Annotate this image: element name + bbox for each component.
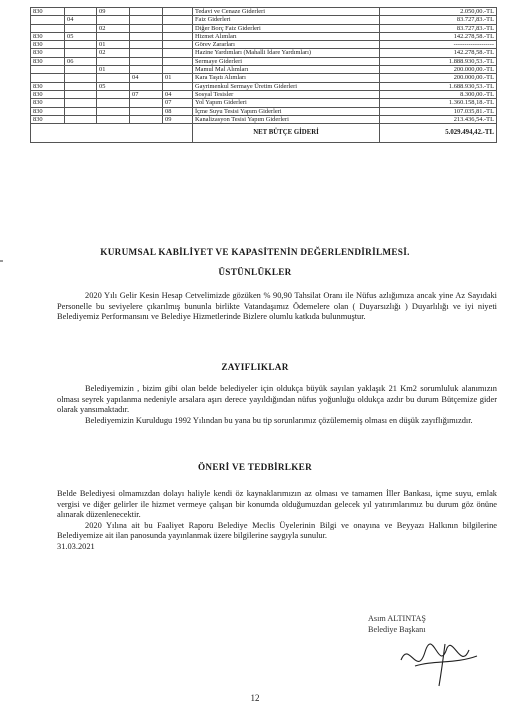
code-cell: 830 [31,8,65,16]
code-cell: 07 [130,90,163,98]
strengths-paragraph: 2020 Yılı Gelir Kesin Hesap Cetvelimizde gözüken % 90,90 Tahsilat Oranı ile Nüfus azlığımıza ancak yine Az Sayıdaki Personelle bu seviyelere çıkarılmış bununla birlikte Vatandaşımız Ödemelere olan ( Duyarsızlığı ) Duyarlılığı ve iyi niyeti Belediyemiz Performansını ve Belediye Hizmetlerinde Bizlere olumlu katkıda bulunmuştur. [57,291,497,322]
code-cell [163,49,193,57]
strengths-heading: ÜSTÜNLÜKLER [218,267,292,277]
table-row [31,66,497,74]
amount-cell: 1.888.930,53.-TL [380,57,497,65]
report-date: 31.03.2021 [57,541,95,551]
code-cell: 02 [97,24,130,32]
code-cell [97,107,130,115]
amount-cell: 107.035,81.-TL [380,107,497,115]
expense-name-cell: Yol Yapım Giderleri [193,99,380,107]
code-cell: 05 [97,82,130,90]
code-cell: 04 [130,74,163,82]
table-row [31,90,497,98]
signatory-title: Belediye Başkanı [368,625,426,634]
code-cell [65,115,97,123]
amount-cell: 83.727,83.-TL [380,24,497,32]
table-row [31,32,497,40]
budget-table [30,7,497,143]
suggestions-paragraph-1: Belde Belediyesi olmamızdan dolayı haliyle kendi öz kaynaklarımızın az olması ve tamamen İller Bankası, içme suyu, emlak vergisi ve diğer gelirler ile hizmet vermeye çalışan bir konumda olduğumuzdan gelecek yıl yatırımlarımız bu durum göz önüne alınarak düzenlenecektir. [57,489,497,520]
code-cell: 04 [163,90,193,98]
code-cell: 830 [31,99,65,107]
total-label: NET BÜTÇE GİDERİ [193,124,380,143]
code-cell: 02 [97,49,130,57]
code-cell: 09 [97,8,130,16]
amount-cell: 200.000,00.-TL [380,66,497,74]
table-row [31,74,497,82]
code-cell [163,32,193,40]
expense-name-cell: Kanalizasyon Tesisi Yapım Giderleri [193,115,380,123]
code-cell [130,8,163,16]
code-cell [65,66,97,74]
code-cell [65,8,97,16]
amount-cell: 200.000,00.-TL [380,74,497,82]
code-cell [97,99,130,107]
code-cell [97,16,130,24]
expense-name-cell: Tedavi ve Cenaze Giderleri [193,8,380,16]
suggestions-heading: ÖNERİ VE TEDBİRLKER [197,462,313,472]
expense-name-cell: Hizmet Alımları [193,32,380,40]
weaknesses-paragraph-1: Belediyemizin , bizim gibi olan belde belediyeler için oldukça büyük sayılan yaklaşık 21 Km2 sorumluluk alanımızın olması seyrek yapılanma nedeniyle arsalara aşırı derece yayıldığından nüfus yoğunluğu oldukça azdır bu durum Bütçemize gider olarak yansımaktadır. [57,384,497,415]
table-row [31,82,497,90]
code-cell [97,32,130,40]
code-cell [130,24,163,32]
code-cell: 06 [65,57,97,65]
expense-name-cell: Mamul Mal Alımları [193,66,380,74]
code-cell: 830 [31,32,65,40]
code-cell: 830 [31,57,65,65]
amount-cell: 142.278,58.-TL [380,32,497,40]
code-cell: 04 [65,16,97,24]
code-cell [65,82,97,90]
amount-cell: 1.688.930,53.-TL [380,82,497,90]
total-value: 5.029.494,42.-TL [380,124,497,143]
code-cell [130,99,163,107]
code-cell [97,115,130,123]
code-cell [97,57,130,65]
expense-name-cell: Kara Taşıtı Alımları [193,74,380,82]
code-cell: 09 [163,115,193,123]
amount-cell: 213.436,54.-TL [380,115,497,123]
code-cell [65,107,97,115]
code-cell [130,66,163,74]
expense-name-cell: Görev Zararları [193,41,380,49]
section-title: KURUMSAL KABİLİYET VE KAPASİTENİN DEĞERLENDİRİLMESİ. [100,247,410,257]
amount-cell: 8.300,00.-TL [380,90,497,98]
code-cell [130,16,163,24]
code-cell [163,57,193,65]
code-cell: 830 [31,90,65,98]
page-number: 12 [250,693,260,703]
strengths-text [57,291,497,323]
handwritten-signature [395,630,480,690]
scan-mark [0,260,3,262]
signatory-name: Asım ALTINTAŞ [368,614,426,623]
code-cell [65,99,97,107]
suggestions-text [57,489,497,553]
code-cell: 01 [97,41,130,49]
code-cell: 830 [31,115,65,123]
code-cell [163,82,193,90]
table-row [31,41,497,49]
weaknesses-paragraph-2: Belediyemizin Kuruldugu 1992 Yılından bu yana bu tip sorunlarımız çözülememiş olması en düşük zayıflığımızdır. [85,415,473,425]
code-cell: 830 [31,41,65,49]
code-cell [97,74,130,82]
amount-cell: 2.050,00.-TL [380,8,497,16]
code-cell [130,49,163,57]
amount-cell: 83.727,83.-TL [380,16,497,24]
table-row [31,99,497,107]
amount-cell: 1.360.158,18.-TL [380,99,497,107]
expense-name-cell: Sosyal Tesisler [193,90,380,98]
code-cell [31,66,65,74]
code-cell [163,66,193,74]
suggestions-paragraph-2: 2020 Yılına ait bu Faaliyet Raporu Belediye Meclis Üyelerinin Bilgi ve onayına ve Beyyazı Halkının bilgilerine Belediyemize ait ilan panosunda yayınlanmak üzere bilgilerine saygıyla sunulur. [57,520,497,541]
expense-name-cell: Diğer Borç Faiz Giderleri [193,24,380,32]
code-cell [31,24,65,32]
code-cell [31,74,65,82]
code-cell: 830 [31,49,65,57]
table-row [31,49,497,57]
code-cell: 01 [163,74,193,82]
table-row [31,107,497,115]
table-row [31,16,497,24]
code-cell [163,41,193,49]
table-row [31,24,497,32]
table-row [31,8,497,16]
code-cell: 05 [65,32,97,40]
table-row [31,115,497,123]
code-cell [130,32,163,40]
code-cell [130,57,163,65]
code-cell [31,16,65,24]
code-cell [65,74,97,82]
code-cell [163,8,193,16]
code-cell [130,41,163,49]
total-spacer-cell [31,124,193,143]
code-cell [65,24,97,32]
code-cell: 830 [31,82,65,90]
amount-cell: 142.278,58.-TL [380,49,497,57]
expense-name-cell: Sermaye Giderleri [193,57,380,65]
code-cell: 07 [163,99,193,107]
expense-name-cell: Gayrimenkul Sermaye Üretim Giderleri [193,82,380,90]
expense-name-cell: Faiz Giderleri [193,16,380,24]
code-cell [130,115,163,123]
weaknesses-text [57,384,497,426]
code-cell [163,16,193,24]
total-row [31,124,497,143]
code-cell [97,90,130,98]
expense-name-cell: İçme Suyu Tesisi Yapım Giderleri [193,107,380,115]
code-cell [65,41,97,49]
code-cell [130,107,163,115]
code-cell: 08 [163,107,193,115]
expense-name-cell: Hazine Yardımları (Mahalli İdare Yardımları) [193,49,380,57]
code-cell [130,82,163,90]
table-row [31,57,497,65]
code-cell: 830 [31,107,65,115]
code-cell: 01 [97,66,130,74]
code-cell [65,49,97,57]
code-cell [163,24,193,32]
code-cell [65,90,97,98]
amount-cell: ------------------- [380,41,497,49]
weaknesses-heading: ZAYIFLIKLAR [221,362,289,372]
